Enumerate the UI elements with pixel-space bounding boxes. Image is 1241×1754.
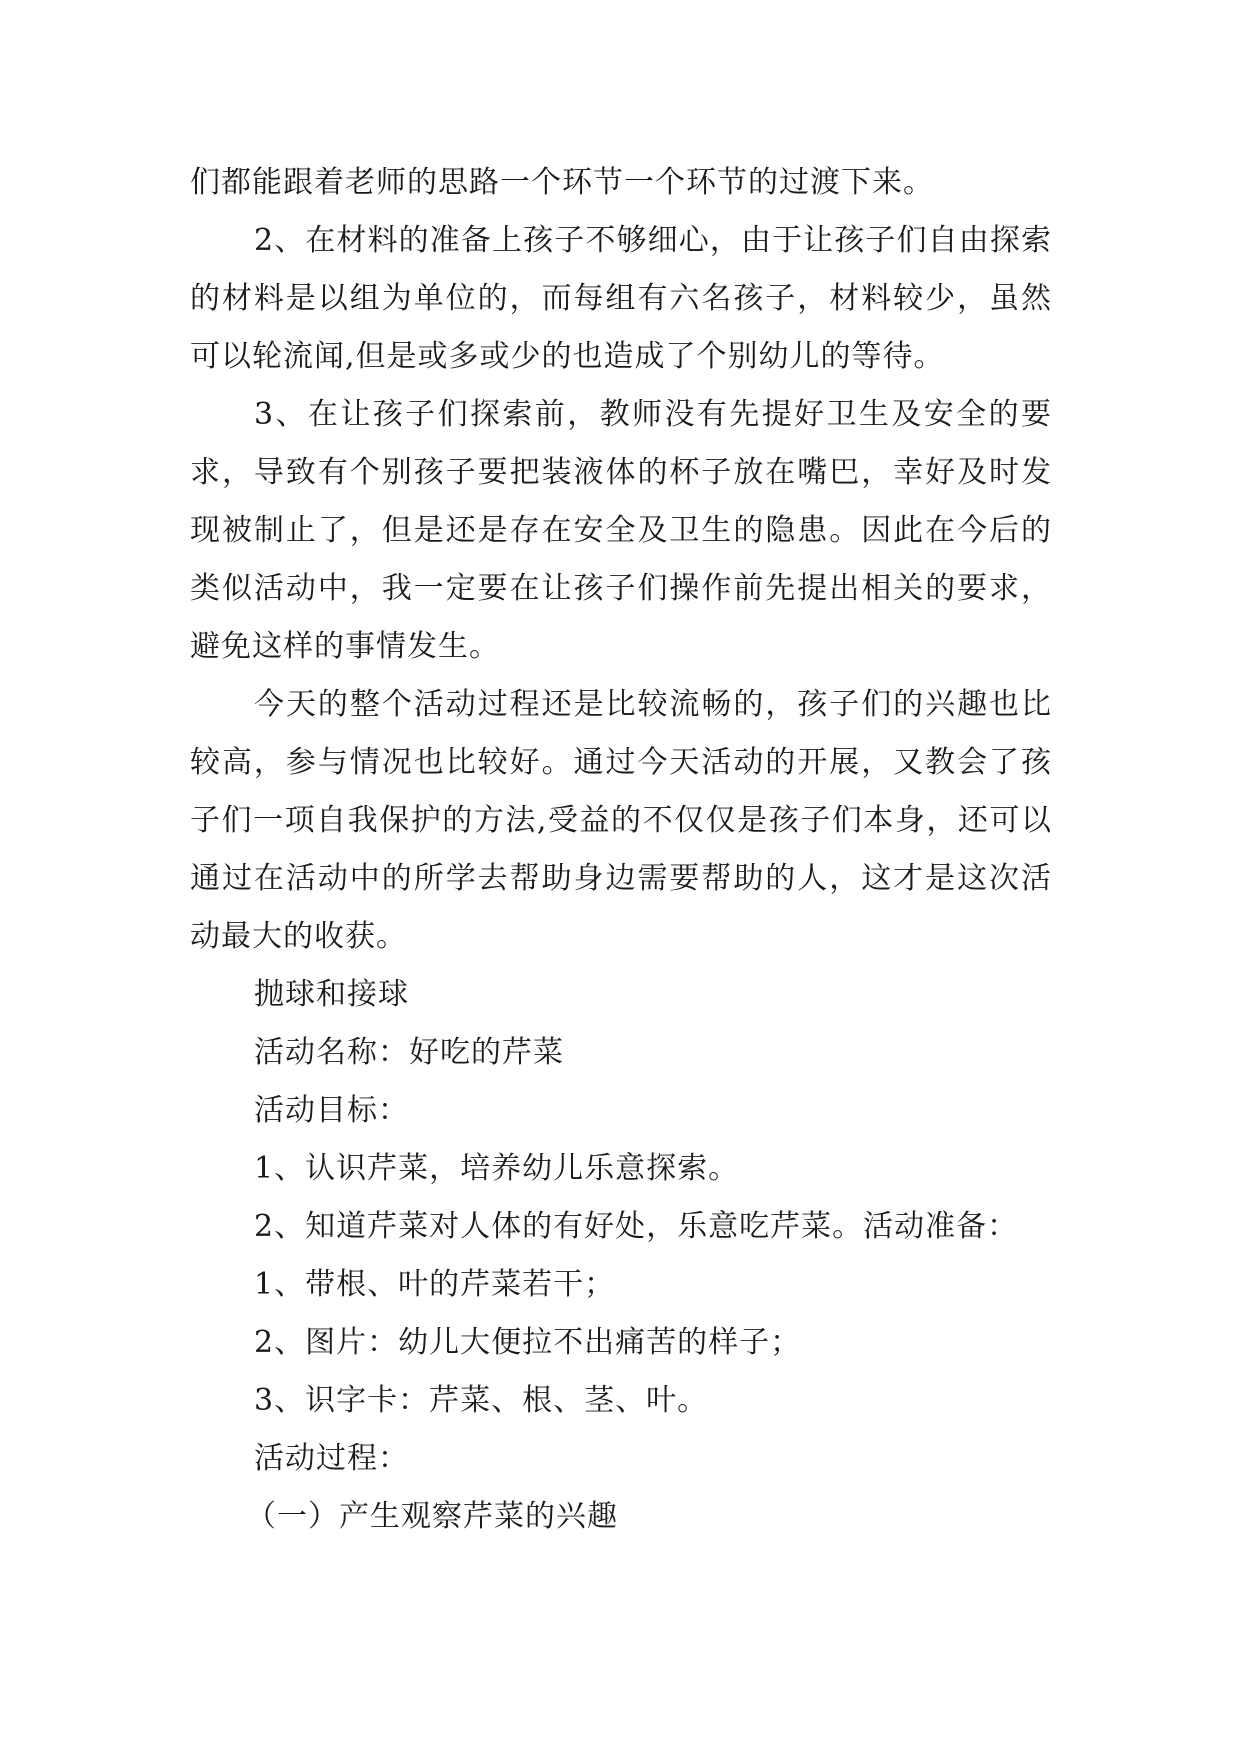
prep-item-3: 3、识字卡：芹菜、根、茎、叶。 bbox=[254, 1383, 709, 1418]
activity-name: 活动名称：好吃的芹菜 bbox=[254, 1035, 564, 1070]
prep-item-2: 2、图片：幼儿大便拉不出痛苦的样子； bbox=[254, 1325, 802, 1360]
paragraph-continuation: 们都能跟着老师的思路一个环节一个环节的过渡下来。 bbox=[190, 165, 934, 200]
paragraph-point-2: 2、在材料的准备上孩子不够细心，由于让孩子们自由探索的材料是以组为单位的，而每组有六名孩子，材料较少，虽然可以轮流闻,但是或多或少的也造成了个别幼儿的等待。 bbox=[190, 223, 1052, 374]
goal-item-2: 2、知道芹菜对人体的有好处，乐意吃芹菜。活动准备： bbox=[254, 1209, 1019, 1244]
process-step-1: （一）产生观察芹菜的兴趣 bbox=[246, 1499, 618, 1534]
activity-goals-heading: 活动目标： bbox=[254, 1093, 409, 1128]
section-title: 抛球和接球 bbox=[254, 977, 409, 1012]
goal-item-1: 1、认识芹菜，培养幼儿乐意探索。 bbox=[254, 1151, 740, 1186]
prep-item-1: 1、带根、叶的芹菜若干； bbox=[254, 1267, 616, 1302]
paragraph-point-3: 3、在让孩子们探索前，教师没有先提好卫生及安全的要求，导致有个别孩子要把装液体的杯子放在嘴巴，幸好及时发现被制止了，但是还是存在安全及卫生的隐患。因此在今后的类似活动中，我一定要在让孩子们操作前先提出相关的要求，避免这样的事情发生。 bbox=[190, 397, 1052, 664]
activity-process-heading: 活动过程： bbox=[254, 1441, 409, 1476]
paragraph-summary: 今天的整个活动过程还是比较流畅的，孩子们的兴趣也比较高，参与情况也比较好。通过今天活动的开展，又教会了孩子们一项自我保护的方法,受益的不仅仅是孩子们本身，还可以通过在活动中的所学去帮助身边需要帮助的人，这才是这次活动最大的收获。 bbox=[190, 687, 1052, 954]
